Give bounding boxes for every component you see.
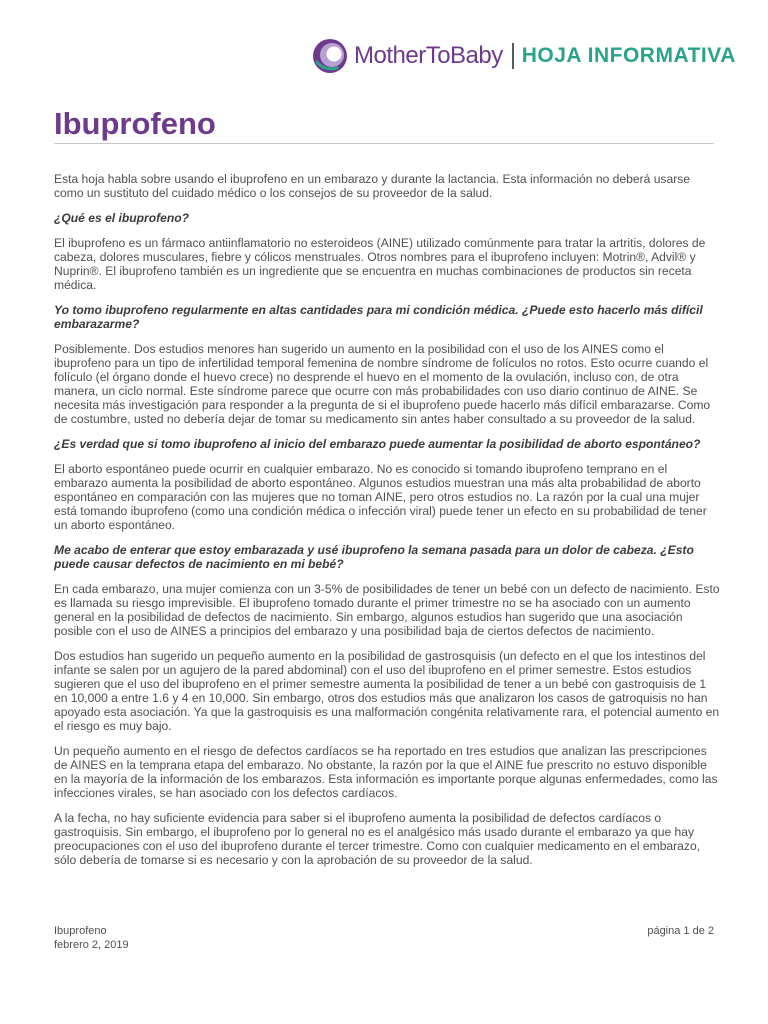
body-paragraph: Esta hoja habla sobre usando el ibuprofeno en un embarazo y durante la lactancia. Esta información no deberá usarse como un sustituto del cuidado médico o los consejos de su proveedor de la salud. — [54, 172, 691, 200]
body-paragraph: Posiblemente. Dos estudios menores han sugerido un aumento en la posibilidad con el uso de los AINES como el ibuprofeno para un tipo de infertilidad temporal femenina de nombre síndrome de folículos no rotos. Esto ocurre cuando el folículo (el órgano donde el huevo crece) no desprende el huevo en el momento de la ovulación, incluso con, de otra manera, un ciclo normal. Este síndrome parece que ocurre con más probabilidades con uso diario continuo de AINE. Se necesita más investigación para responder a la pregunta de si el ibuprofeno puede hacerlo más difícil embarazarse. Como de costumbre, usted no debería dejar de tomar su medicamento sin antes haber consultado a su proveedor de la salud. — [54, 342, 711, 426]
document-type-label: HOJA INFORMATIVA — [521, 44, 736, 67]
body-paragraph: Un pequeño aumento en el riesgo de defectos cardíacos se ha reportado en tres estudios que analizan las prescripciones de AINES en la temprana etapa del embarazo. No obstante, la razón por la que el AINE fue prescrito no estuvo disponible en la mayoría de la información de los embarazos. Esta información es importante porque algunas enfermedades, como las infecciones virales, se han asociado con los defectos cardíacos. — [54, 744, 718, 800]
brand-header — [312, 36, 736, 76]
body-paragraph: El ibuprofeno es un fármaco antiinflamatorio no esteroideos (AINE) utilizado comúnmente para tratar la artritis, dolores de cabeza, dolores musculares, fiebre y cólicos menstruales. Otros nombres para el ibuprofeno incluyen: Motrin®, Advil® y Nuprin®. El ibuprofeno también es un ingrediente que se encuentra en muchas combinaciones de productos sin receta médica. — [54, 236, 706, 292]
document-body — [54, 172, 720, 878]
brand-name: MotherToBaby — [354, 42, 503, 69]
section-question: Yo tomo ibuprofeno regularmente en altas cantidades para mi condición médica. ¿Puede esto hacerlo más difícil embarazarme? — [54, 303, 703, 331]
body-paragraph: A la fecha, no hay suficiente evidencia para saber si el ibuprofeno aumenta la posibilidad de defectos cardíacos o gastroquisis. Sin embargo, el ibuprofeno por lo general no es el analgésico más usado durante el embarazo ya que hay preocupaciones con el uso del ibuprofeno durante el tercer trimestre. Como con cualquier medicamento en el embarazo, sólo debería de tomarse si es necesario y con la aprobación de su proveedor de la salud. — [54, 811, 701, 867]
footer-doc-name: Ibuprofeno — [54, 925, 107, 937]
section-question: Me acabo de enterar que estoy embarazada y usé ibuprofeno la semana pasada para un dolor de cabeza. ¿Esto puede causar defectos de nacimiento en mi bebé? — [54, 543, 694, 571]
mothertobaby-logo-icon — [312, 38, 348, 74]
title-divider — [54, 143, 714, 144]
page-footer — [54, 924, 714, 952]
body-paragraph: Dos estudios han sugerido un pequeño aumento en la posibilidad de gastrosquisis (un defecto en el que los intestinos del infante se salen por un agujero de la pared abdominal) con el uso del ibuprofeno en el primer semestre. Estos estudios sugieren que el uso del ibuprofeno en el primer semestre aumenta la posibilidad de tener a un bebé con gastroquisis de 1 en 10,000 a entre 1.6 y 4 en 10,000. Sin embargo, otros dos estudios más que analizaron los casos de gatroquisis no han apoyado esta asociación. Ya que la gastroquisis es una malformación congénita relativamente rara, el potencial aumento en el riesgo es muy bajo. — [54, 649, 720, 733]
body-paragraph: El aborto espontáneo puede ocurrir en cualquier embarazo. No es conocido si tomando ibuprofeno temprano en el embarazo aumenta la posibilidad de aborto espontáneo. Algunos estudios muestran una más alta probabilidad de aborto espontáneo en comparación con las mujeres que no toman AINE, pero otros estudios no. La razón por la cual una mujer está tomando ibuprofeno (como una condición médica o infección viral) puede tener un efecto en su probabilidad de tener un aborto espontáneo. — [54, 462, 707, 532]
body-paragraph: En cada embarazo, una mujer comienza con un 3-5% de posibilidades de tener un bebé con un defecto de nacimiento. Esto es llamada su riesgo imprevisible. El ibuprofeno tomado durante el primer trimestre no se ha asociado con un aumento general en la posibilidad de defectos de nacimiento. Sin embargo, algunos estudios han sugerido que una asociación posible con el uso de AINES a principios del embarazo y una posibilidad baja de ciertos defectos de nacimiento. — [54, 582, 720, 638]
section-question: ¿Es verdad que si tomo ibuprofeno al inicio del embarazo puede aumentar la posibilidad de aborto espontáneo? — [54, 437, 701, 451]
section-question: ¿Qué es el ibuprofeno? — [54, 211, 190, 225]
page-title: Ibuprofeno — [54, 106, 216, 141]
footer-page-number: página 1 de 2 — [647, 925, 714, 937]
footer-date: febrero 2, 2019 — [54, 939, 129, 951]
brand-divider — [512, 43, 514, 69]
